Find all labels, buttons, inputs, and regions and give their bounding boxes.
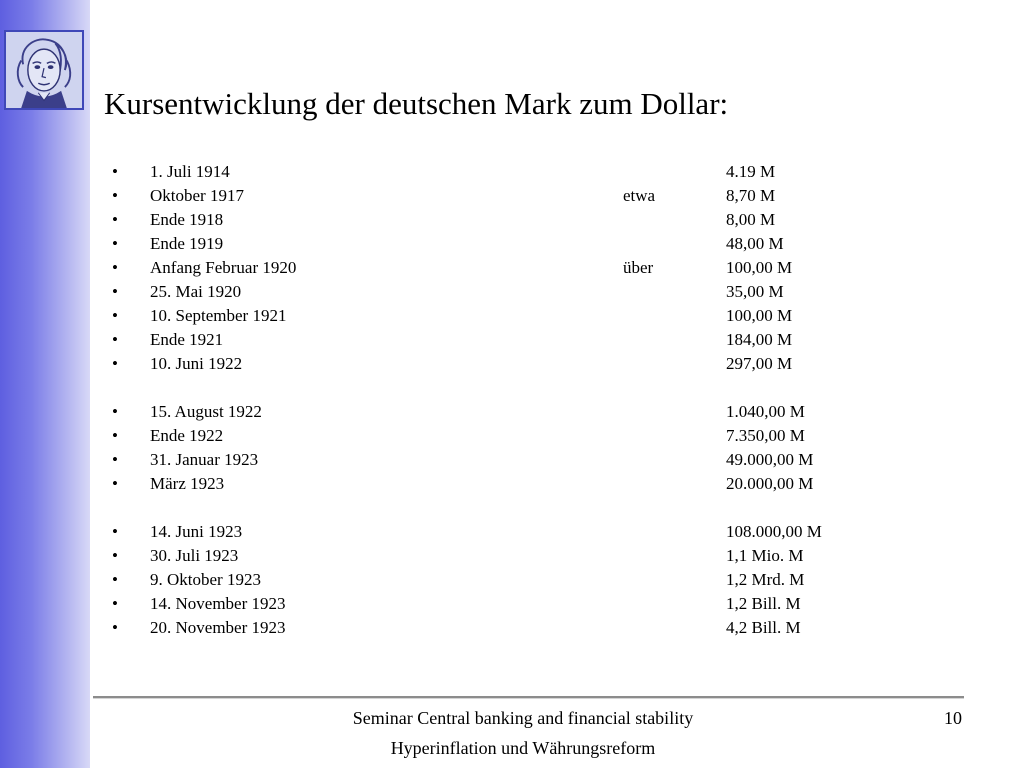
bullet-icon: • xyxy=(112,450,118,469)
row-rate-value: 49.000,00 M xyxy=(726,450,814,469)
sidebar-band xyxy=(0,0,90,768)
row-rate-value: 297,00 M xyxy=(726,354,793,373)
row-date: 25. Mai 1920 xyxy=(150,282,242,301)
row-date: 9. Oktober 1923 xyxy=(150,570,261,589)
list-item xyxy=(0,352,1024,376)
list-item xyxy=(0,160,1024,184)
row-rate-value: 108.000,00 M xyxy=(726,522,822,541)
footer-divider-shadow xyxy=(93,698,964,699)
list-item xyxy=(0,424,1024,448)
row-rate-value: 7.350,00 M xyxy=(726,426,805,445)
row-date: 14. Juni 1923 xyxy=(150,522,243,541)
list-item xyxy=(0,400,1024,424)
row-date: Ende 1922 xyxy=(150,426,224,445)
list-item xyxy=(0,472,1024,496)
row-rate-value: 20.000,00 M xyxy=(726,474,814,493)
bullet-icon: • xyxy=(112,162,118,181)
list-item xyxy=(0,544,1024,568)
list-item xyxy=(0,304,1024,328)
bullet-icon: • xyxy=(112,258,118,277)
row-date: Anfang Februar 1920 xyxy=(150,258,297,277)
row-rate-value: 100,00 M xyxy=(726,258,793,277)
row-date: 30. Juli 1923 xyxy=(150,546,239,565)
row-qualifier: über xyxy=(623,258,654,277)
bullet-icon: • xyxy=(112,306,118,325)
row-rate-value: 35,00 M xyxy=(726,282,784,301)
row-rate-value: 8,00 M xyxy=(726,210,776,229)
bullet-icon: • xyxy=(112,354,118,373)
row-rate-value: 1,1 Mio. M xyxy=(726,546,804,565)
row-date: Ende 1921 xyxy=(150,330,224,349)
list-item xyxy=(0,448,1024,472)
row-date: März 1923 xyxy=(150,474,225,493)
row-date: Oktober 1917 xyxy=(150,186,244,205)
list-item xyxy=(0,616,1024,640)
list-item xyxy=(0,256,1024,280)
bullet-icon: • xyxy=(112,330,118,349)
bullet-icon: • xyxy=(112,402,118,421)
list-item xyxy=(0,592,1024,616)
row-date: Ende 1918 xyxy=(150,210,224,229)
list-item xyxy=(0,520,1024,544)
bullet-icon: • xyxy=(112,570,118,589)
bullet-icon: • xyxy=(112,234,118,253)
row-rate-value: 48,00 M xyxy=(726,234,784,253)
row-date: 1. Juli 1914 xyxy=(150,162,230,181)
list-item xyxy=(0,328,1024,352)
row-date: 20. November 1923 xyxy=(150,618,286,637)
list-item xyxy=(0,184,1024,208)
footer-seminar: Seminar Central banking and financial stability xyxy=(352,708,694,728)
row-qualifier: etwa xyxy=(623,186,656,205)
portrait-drawing xyxy=(6,32,82,108)
bullet-icon: • xyxy=(112,426,118,445)
row-rate-value: 1.040,00 M xyxy=(726,402,805,421)
bullet-icon: • xyxy=(112,522,118,541)
bullet-icon: • xyxy=(112,186,118,205)
bullet-icon: • xyxy=(112,282,118,301)
bullet-icon: • xyxy=(112,546,118,565)
row-rate-value: 100,00 M xyxy=(726,306,793,325)
bullet-icon: • xyxy=(112,594,118,613)
slide-title: Kursentwicklung der deutschen Mark zum Dollar: xyxy=(104,86,729,121)
row-rate-value: 1,2 Mrd. M xyxy=(726,570,805,589)
bullet-icon: • xyxy=(112,474,118,493)
list-item xyxy=(0,232,1024,256)
page-number: 10 xyxy=(944,708,962,728)
row-date: 31. Januar 1923 xyxy=(150,450,259,469)
list-item xyxy=(0,208,1024,232)
row-rate-value: 8,70 M xyxy=(726,186,776,205)
row-rate-value: 4,2 Bill. M xyxy=(726,618,801,637)
bullet-icon: • xyxy=(112,210,118,229)
row-rate-value: 1,2 Bill. M xyxy=(726,594,801,613)
list-item xyxy=(0,568,1024,592)
row-date: 14. November 1923 xyxy=(150,594,286,613)
row-date: 10. September 1921 xyxy=(150,306,287,325)
row-rate-value: 4.19 M xyxy=(726,162,776,181)
footer-topic: Hyperinflation und Währungsreform xyxy=(390,738,656,758)
row-rate-value: 184,00 M xyxy=(726,330,793,349)
portrait-logo-icon xyxy=(4,30,84,110)
row-date: 15. August 1922 xyxy=(150,402,262,421)
row-date: 10. Juni 1922 xyxy=(150,354,243,373)
list-item xyxy=(0,280,1024,304)
row-date: Ende 1919 xyxy=(150,234,224,253)
bullet-icon: • xyxy=(112,618,118,637)
